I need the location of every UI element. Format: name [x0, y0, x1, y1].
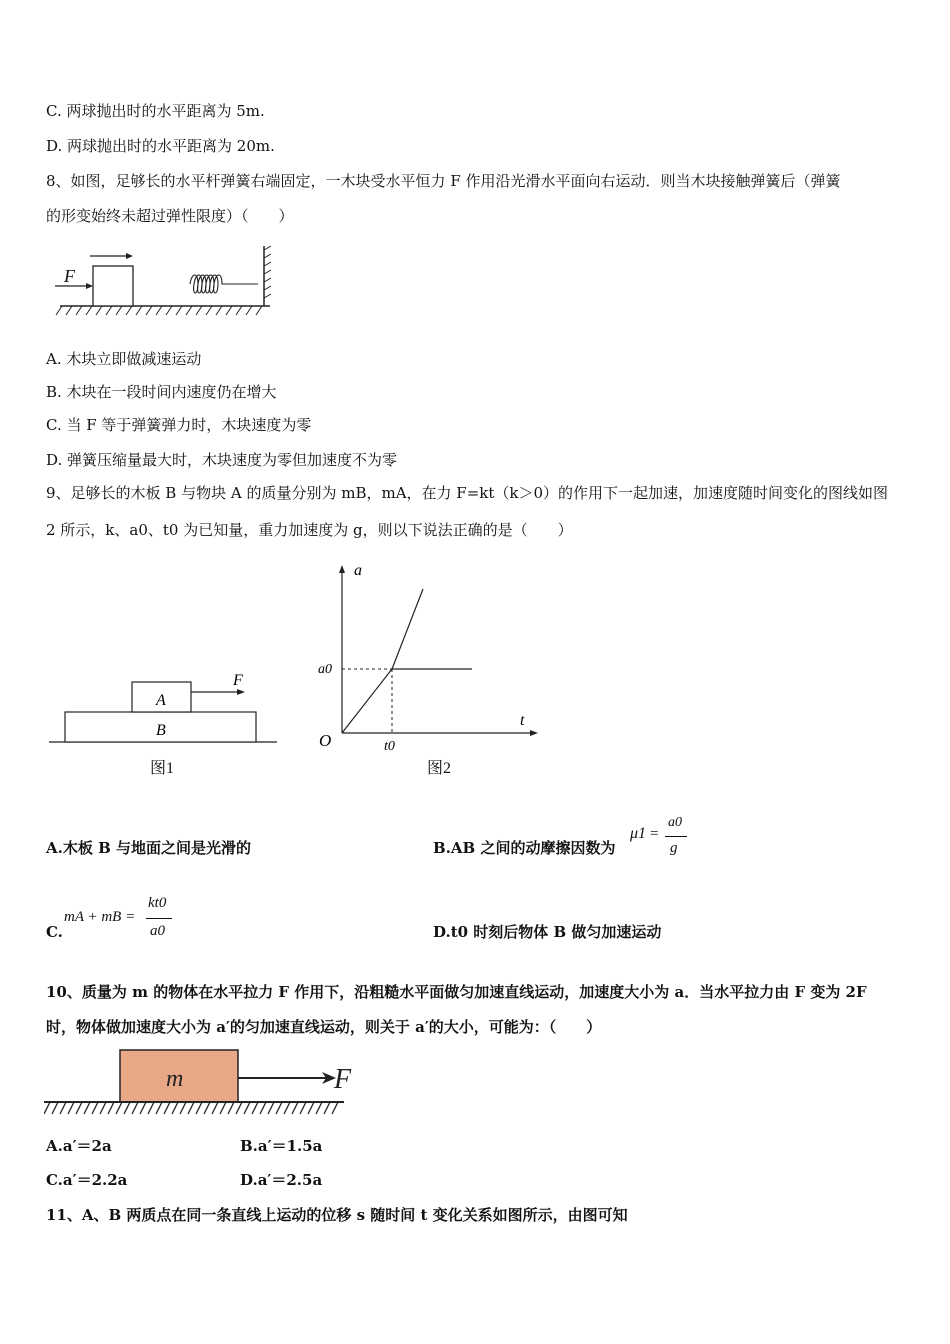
question-9-line1: 9、足够长的木板 B 与物块 A 的质量分别为 mB，mA，在力 F=kt（k＞0）的作用下一起加速，加速度随时间变化的图线如图: [46, 484, 889, 502]
q9-option-d: D.t0 时刻后物体 B 做匀加速运动: [433, 923, 662, 941]
spring: [190, 275, 258, 293]
q9-option-c: C.: [46, 923, 63, 941]
q9-option-a: A.木板 B 与地面之间是光滑的: [46, 839, 251, 857]
b-fraction-bar: [665, 836, 687, 837]
label-f: F: [233, 672, 243, 689]
q10-option-b: B.a′＝1.5a: [240, 1137, 323, 1155]
block: [93, 266, 133, 306]
force-label: F: [64, 266, 75, 286]
question-8-line1: 8、如图，足够长的水平杆弹簧右端固定，一木块受水平恒力 F 作用沿光滑水平面向右运动．则当木块接触弹簧后（弹簧: [46, 172, 841, 190]
label-b: B: [156, 722, 166, 739]
origin-label: O: [319, 731, 332, 750]
graph-line-steep: [392, 589, 423, 669]
q9-option-b: B.AB 之间的动摩擦因数为: [433, 839, 616, 857]
q8-option-a: A. 木块立即做减速运动: [46, 350, 202, 368]
c-lhs: mA + mB =: [64, 909, 136, 925]
y-axis-label: a: [354, 562, 362, 579]
mu-symbol: μ1: [630, 825, 647, 842]
mass-label: m: [166, 1066, 184, 1092]
question-11-line1: 11、A、B 两质点在同一条直线上运动的位移 s 随时间 t 变化关系如图所示，由图可知: [46, 1206, 628, 1224]
b-denominator: g: [670, 840, 678, 856]
figure-2-caption: 图2: [427, 760, 452, 777]
q10-option-c: C.a′＝2.2a: [46, 1171, 128, 1189]
c-denominator: a0: [150, 923, 165, 939]
option-d-prev: D. 两球抛出时的水平距离为 20m.: [46, 137, 275, 155]
x-axis-label: t: [520, 712, 525, 729]
label-a: A: [156, 692, 166, 709]
question-8-line2: 的形变始终未超过弹性限度）（ ）: [46, 207, 294, 225]
t0-label: t0: [384, 739, 395, 754]
graph-line-initial: [342, 669, 392, 733]
figure-2-graph: [310, 555, 550, 760]
q8-option-d: D. 弹簧压缩量最大时，木块速度为零但加速度不为零: [46, 451, 398, 469]
a0-label: a0: [318, 662, 332, 677]
q10-option-a: A.a′＝2a: [46, 1137, 112, 1155]
figure-3-mass-block: [44, 1046, 364, 1118]
figure-1-boards: [45, 665, 285, 755]
q8-option-b: B. 木块在一段时间内速度仍在增大: [46, 383, 277, 401]
question-10-line2: 时，物体做加速度大小为 a′的匀加速直线运动，则关于 a′的大小，可能为：（ ）: [46, 1018, 602, 1036]
figure-1-caption: 图1: [150, 760, 175, 777]
b-numerator: a0: [668, 815, 682, 830]
question-9-line2: 2 所示，k、a0、t0 为已知量，重力加速度为 g，则以下说法正确的是（ ）: [46, 521, 573, 539]
q10-option-d: D.a′＝2.5a: [240, 1171, 323, 1189]
force-label-f: F: [334, 1064, 352, 1095]
c-fraction-bar: [146, 918, 172, 919]
q8-option-c: C. 当 F 等于弹簧弹力时，木块速度为零: [46, 416, 312, 434]
option-c-prev: C. 两球抛出时的水平距离为 5m.: [46, 102, 265, 120]
question-10-line1: 10、质量为 m 的物体在水平拉力 F 作用下，沿粗糙水平面做匀加速直线运动，加速度大小为 a．当水平拉力由 F 变为 2F: [46, 983, 867, 1001]
c-numerator: kt0: [148, 895, 167, 911]
spring-block-figure: [50, 246, 280, 322]
